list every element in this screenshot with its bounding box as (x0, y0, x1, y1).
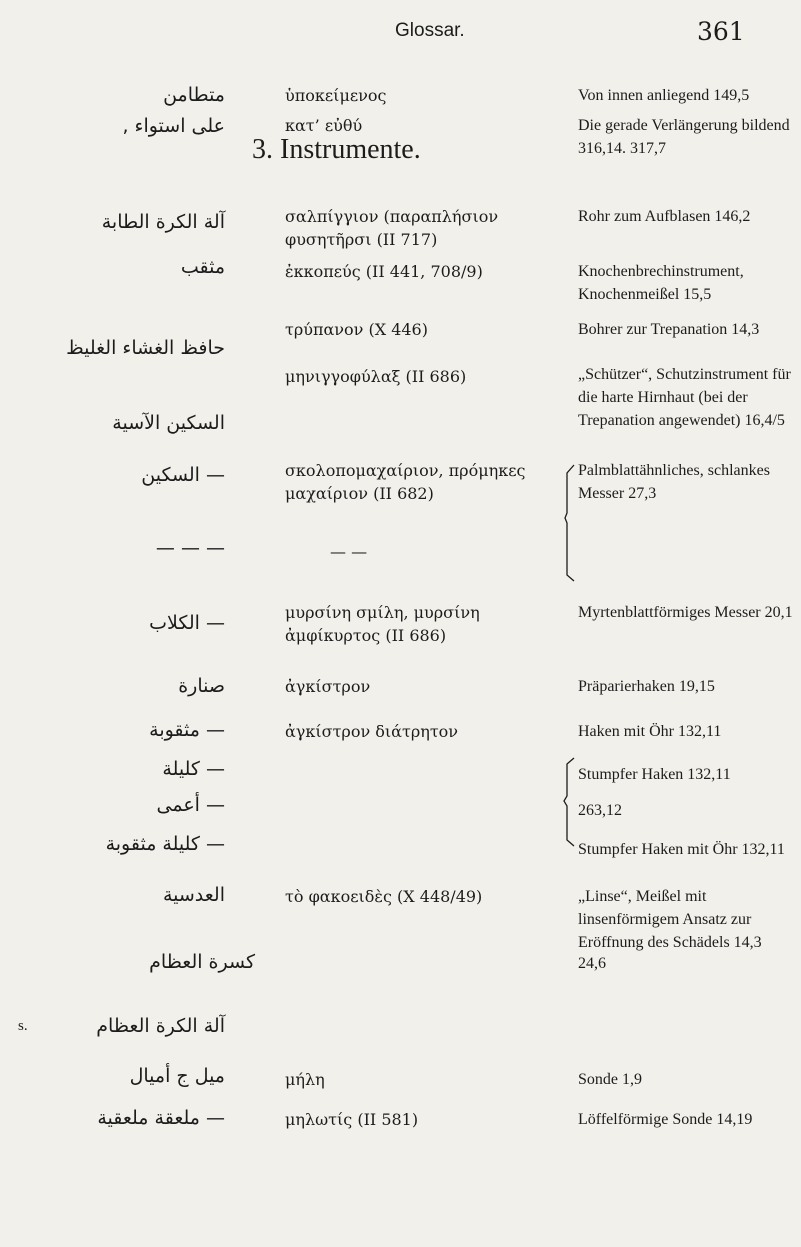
greek-term: σαλπίγγιον (παραπλήσιον φυσητῆρσι (II 717) (285, 207, 499, 249)
bracket-icon (562, 756, 578, 848)
german-translation: Knochenbrechinstrument, Knochenmeißel 15,5 (578, 263, 744, 303)
greek-term: μηλωτίς (II 581) (285, 1110, 419, 1129)
arabic-term: — ملعقة ملعقية (97, 1107, 225, 1129)
arabic-term: كسرة العظام (149, 951, 255, 973)
german-translation: Palmblattähnliches, schlankes Messer 27,3 (578, 462, 770, 502)
german-translation: Stumpfer Haken 132,11 (578, 766, 731, 783)
see-also-prefix: s. (18, 1018, 28, 1034)
arabic-term: السكين الآسية (112, 412, 225, 434)
german-translation: Sonde 1,9 (578, 1071, 642, 1088)
german-translation: Die gerade Verlängerung bildend 316,14. 317,7 (578, 117, 790, 157)
arabic-term: — كليلة (162, 758, 225, 780)
greek-term: σκολοπομαχαίριον, πρόμηκες μαχαίριον (II 682) (285, 461, 526, 503)
german-translation: „Linse“, Meißel mit linsenförmigem Ansatz zur Eröffnung des Schädels 14,3 (578, 888, 762, 951)
german-translation: Haken mit Öhr 132,11 (578, 723, 722, 740)
arabic-term: — كليلة مثقوبة (105, 833, 225, 855)
arabic-term: صنارة (178, 675, 225, 697)
arabic-term: — — — (155, 537, 225, 559)
arabic-term: على استواء , (122, 115, 225, 137)
page-title: Glossar. (395, 20, 465, 41)
greek-term: ἐκκοπεύς (II 441, 708/9) (285, 262, 483, 281)
greek-term: ἀγκίστρον (285, 677, 371, 696)
arabic-term: آلة الكرة الطابة (101, 211, 225, 233)
greek-term: τρύπανον (X 446) (285, 320, 428, 339)
german-translation: Stumpfer Haken mit Öhr 132,11 (578, 841, 785, 858)
section-heading: 3. Instrumente. (252, 134, 421, 165)
greek-term: κατ’ εὐθύ (285, 116, 363, 135)
page-header (0, 12, 801, 52)
german-translation: Von innen anliegend 149,5 (578, 87, 750, 104)
greek-term: μυρσίνη σμίλη, μυρσίνη ἀμφίκυρτος (II 686) (285, 603, 480, 645)
arabic-term: — أعمى (156, 794, 225, 816)
german-translation: „Schützer“, Schutzinstrument für die harte Hirnhaut (bei der Trepanation angewendet) 16,4/5 (578, 366, 791, 429)
greek-term: μηνιγγοφύλαξ (II 686) (285, 367, 467, 386)
greek-term: ὑποκείμενος (285, 86, 387, 105)
german-translation: Bohrer zur Trepanation 14,3 (578, 321, 760, 338)
arabic-term: — الكلاب (149, 612, 225, 634)
greek-term: τὸ φακοειδὲς (X 448/49) (285, 887, 483, 906)
german-translation: Löffelförmige Sonde 14,19 (578, 1111, 753, 1128)
greek-term: μήλη (285, 1070, 325, 1089)
greek-term: ἀγκίστρον διάτρητον (285, 722, 459, 741)
german-translation: Präparierhaken 19,15 (578, 678, 715, 695)
german-translation: Rohr zum Aufblasen 146,2 (578, 208, 751, 225)
german-translation: 24,6 (578, 955, 606, 972)
arabic-term: آلة الكرة العظام (96, 1015, 225, 1037)
arabic-term: ميل ج أميال (129, 1065, 225, 1087)
arabic-term: حافظ الغشاء الغليظ (66, 337, 225, 359)
greek-term: — — (330, 542, 368, 561)
page-number: 361 (697, 17, 745, 46)
arabic-term: مثقب (180, 256, 225, 278)
arabic-term: — مثقوبة (149, 719, 225, 741)
german-translation: Myrtenblattförmiges Messer 20,1 (578, 604, 793, 621)
arabic-term: — السكين (141, 464, 225, 486)
arabic-term: متطامن (163, 84, 225, 106)
arabic-term: العدسية (162, 884, 225, 906)
bracket-icon (562, 463, 578, 583)
german-translation: 263,12 (578, 802, 622, 819)
